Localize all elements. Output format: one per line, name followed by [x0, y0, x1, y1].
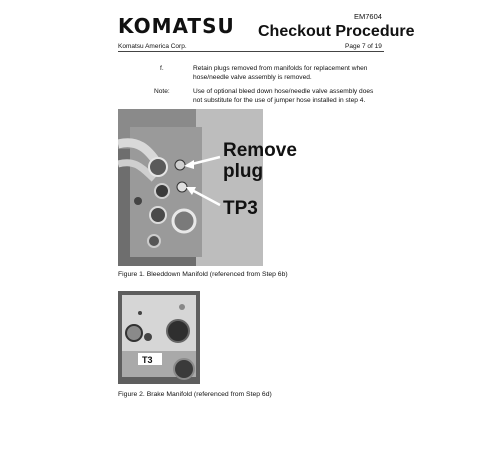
- step-f-label: f.: [160, 65, 164, 72]
- step-f-text: Retain plugs removed from manifolds for replacement when hose/needle valve assembly is removed.: [193, 65, 368, 81]
- header-divider: [118, 51, 384, 52]
- brake-manifold-photo: [118, 291, 200, 384]
- page-number: Page 7 of 19: [345, 43, 382, 50]
- bleeddown-manifold-photo: [118, 109, 263, 266]
- figure2-caption: Figure 2. Brake Manifold (referenced from Step 6d): [118, 391, 272, 398]
- figure1-caption: Figure 1. Bleeddown Manifold (referenced from Step 6b): [118, 271, 288, 278]
- company-logo: KOMATSU: [118, 14, 235, 38]
- document-title: Checkout Procedure: [258, 23, 415, 40]
- document-number: EM7604: [354, 12, 382, 21]
- figure1-label-remove: Remove: [223, 140, 297, 161]
- note-text: Use of optional bleed down hose/needle valve assembly does not substitute for the use of jumper hose installed in step 4.: [193, 88, 374, 104]
- note-label: Note:: [154, 88, 170, 95]
- company-name: Komatsu America Corp.: [118, 43, 187, 50]
- figure1-label-tp3: TP3: [223, 198, 258, 219]
- figure2-label-t3: T3: [142, 355, 153, 365]
- figure1-label-plug: plug: [223, 161, 264, 182]
